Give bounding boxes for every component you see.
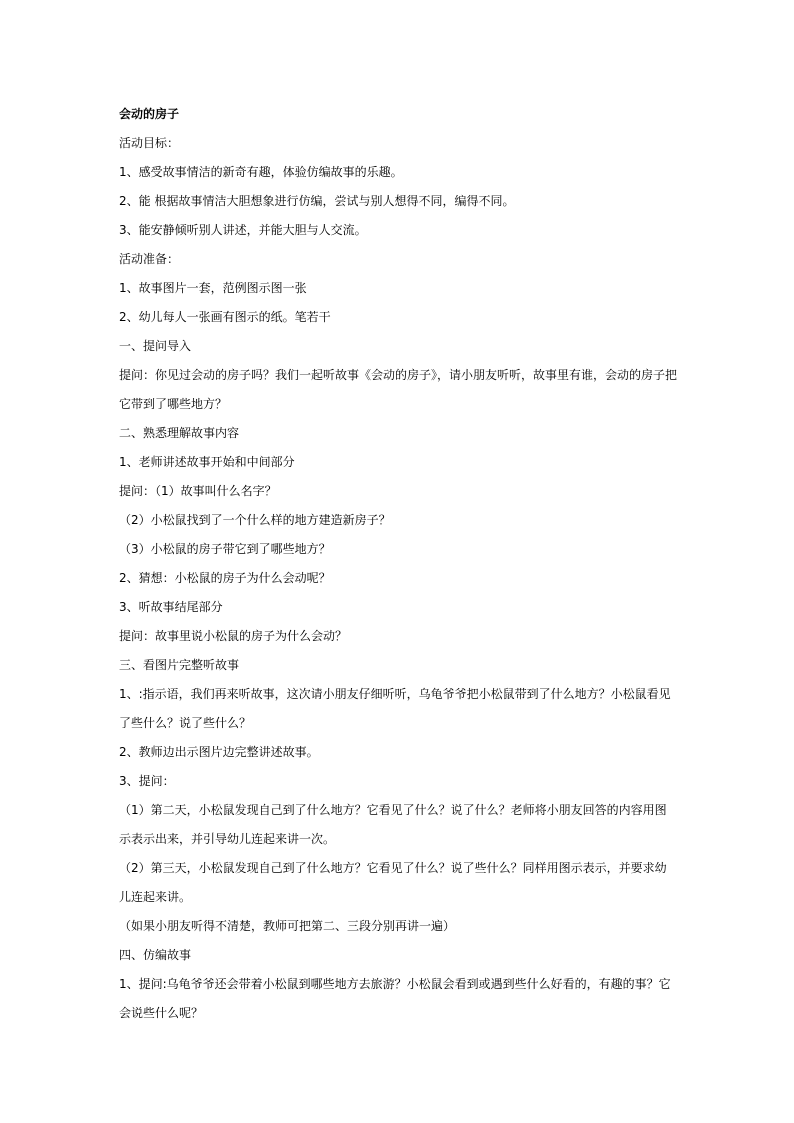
paragraph: （2）小松鼠找到了一个什么样的地方建造新房子？ — [119, 513, 391, 527]
paragraph-goals-heading: 活动目标： — [119, 136, 180, 150]
paragraph: 3、提问： — [119, 774, 175, 788]
document-title: 会动的房子 — [119, 107, 180, 121]
paragraph: 2、幼儿每人一张画有图示的纸。笔若干 — [119, 310, 331, 324]
paragraph: （2）第三天，小松鼠发现自己到了什么地方？它看见了什么？说了些什么？同样用图示表示，并要求幼儿连起来讲。 — [119, 861, 667, 904]
section-heading: 四、仿编故事 — [119, 948, 192, 962]
paragraph: 2、教师边出示图片边完整讲述故事。 — [119, 745, 319, 759]
paragraph-prep-heading: 活动准备： — [119, 252, 180, 266]
paragraph: （1）第二天，小松鼠发现自己到了什么地方？它看见了什么？说了什么？老师将小朋友回答的内容用图示表示出来，并引导幼儿连起来讲一次。 — [119, 803, 667, 846]
paragraph: 2、能 根据故事情洁大胆想象进行仿编，尝试与别人想得不同，编得不同。 — [119, 194, 515, 208]
section-heading: 三、看图片完整听故事 — [119, 658, 240, 672]
paragraph: （如果小朋友听得不清楚，教师可把第二、三段分别再讲一遍） — [119, 919, 456, 933]
document-body — [119, 100, 677, 1028]
paragraph: 1、老师讲述故事开始和中间部分 — [119, 455, 295, 469]
paragraph: 1、故事图片一套，范例图示图一张 — [119, 281, 307, 295]
section-heading: 二、熟悉理解故事内容 — [119, 426, 240, 440]
paragraph: （3）小松鼠的房子带它到了哪些地方？ — [119, 542, 331, 556]
paragraph: 3、能安静倾听别人讲述，并能大胆与人交流。 — [119, 223, 367, 237]
paragraph: 提问：故事里说小松鼠的房子为什么会动？ — [119, 629, 348, 643]
paragraph: 1、感受故事情洁的新奇有趣，体验仿编故事的乐趣。 — [119, 165, 403, 179]
paragraph: 1、提问:乌龟爷爷还会带着小松鼠到哪些地方去旅游？小松鼠会看到或遇到些什么好看的，有趣的事？它会说些什么呢？ — [119, 977, 671, 1020]
paragraph: 3、听故事结尾部分 — [119, 600, 223, 614]
section-heading: 一、提问导入 — [119, 339, 192, 353]
paragraph: 提问：你见过会动的房子吗？我们一起听故事《会动的房子》，请小朋友听听，故事里有谁，会动的房子把它带到了哪些地方？ — [119, 368, 678, 411]
paragraph: 1、:指示语，我们再来听故事，这次请小朋友仔细听听，乌龟爷爷把小松鼠带到了什么地方？小松鼠看见了些什么？说了些什么？ — [119, 687, 671, 730]
paragraph: 2、猜想：小松鼠的房子为什么会动呢？ — [119, 571, 331, 585]
paragraph: 提问：（1）故事叫什么名字？ — [119, 484, 277, 498]
